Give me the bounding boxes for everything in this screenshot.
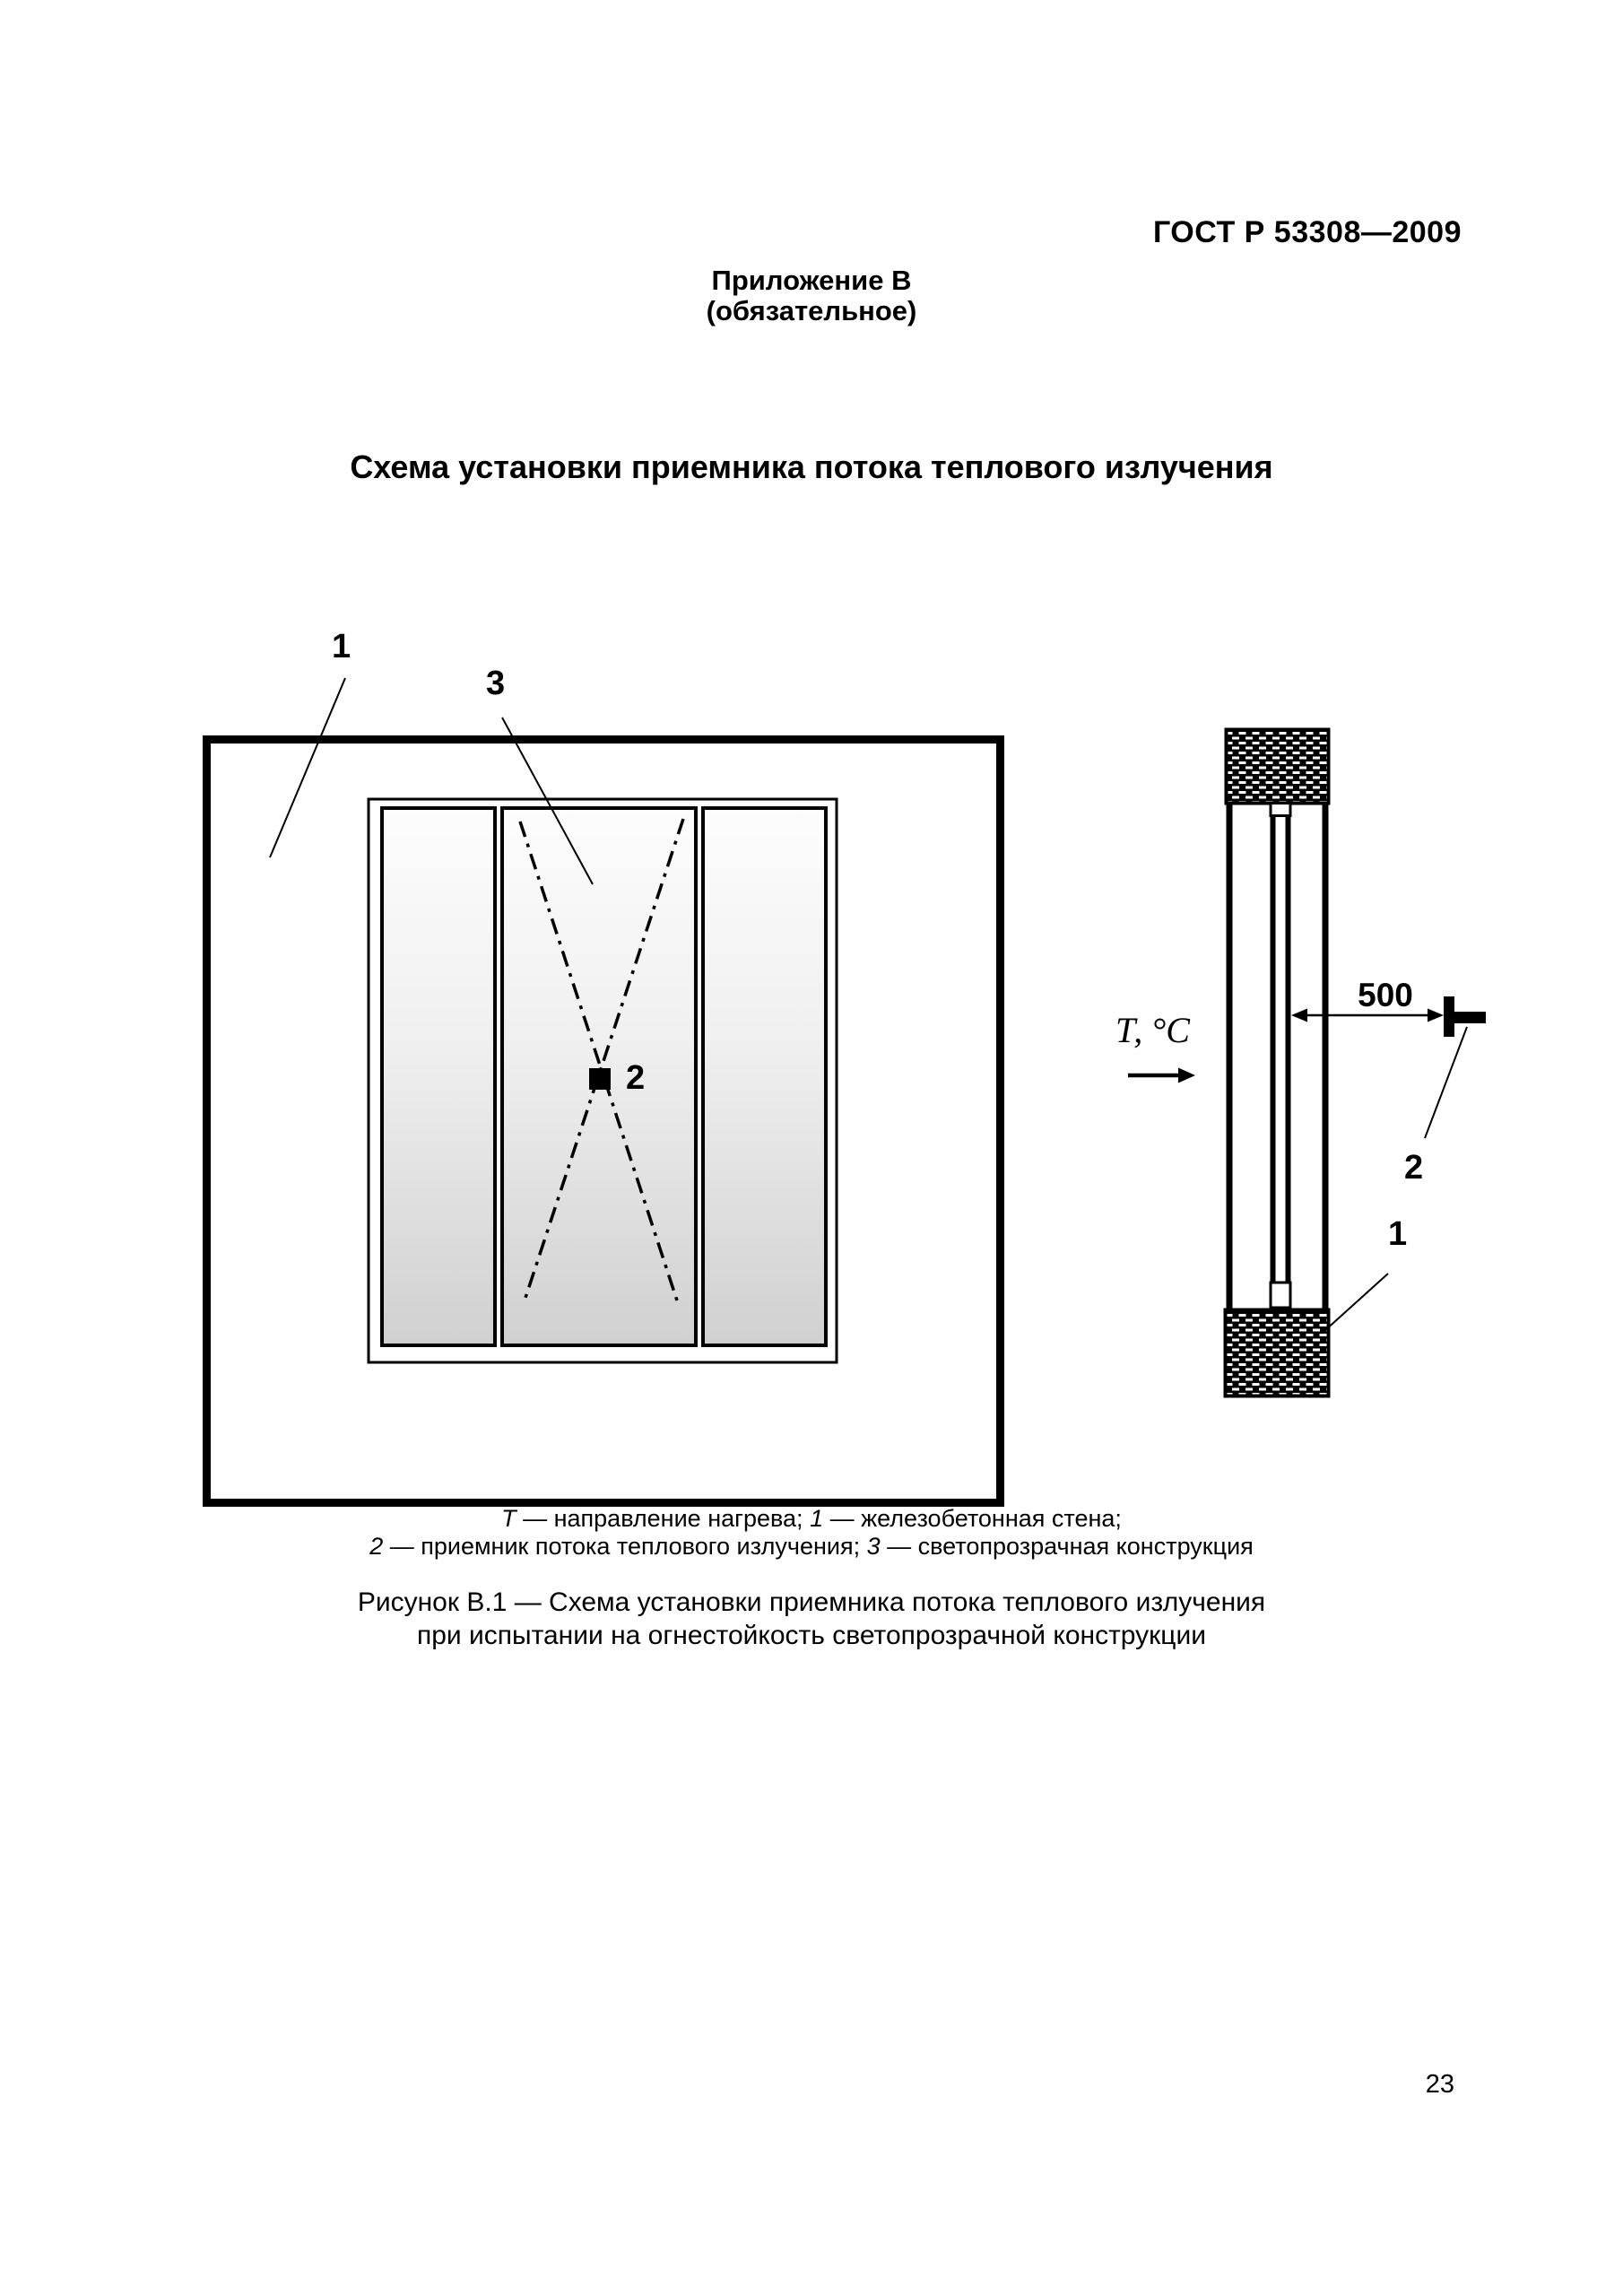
pane-spacer-top bbox=[1271, 804, 1290, 816]
side-label-receiver: 2 bbox=[1404, 1149, 1424, 1187]
legend-text-2: — приемник потока теплового излучения; bbox=[383, 1533, 867, 1560]
legend-symbol-2: 2 bbox=[369, 1533, 384, 1560]
receiver-bar-vertical bbox=[1444, 996, 1454, 1037]
legend-text-3: — светопрозрачная конструкция bbox=[880, 1533, 1254, 1560]
annex-title: Приложение В bbox=[711, 265, 912, 296]
annex-subtitle: (обязательное) bbox=[706, 295, 917, 326]
temperature-label: Т, °С bbox=[1115, 1010, 1190, 1050]
legend-symbol-3: 3 bbox=[866, 1533, 881, 1560]
legend-line-2 bbox=[0, 1533, 1623, 1561]
receiver-square bbox=[589, 1068, 611, 1090]
wall-hatch-top bbox=[1227, 730, 1329, 804]
standard-number: ГОСТ Р 53308—2009 bbox=[1152, 215, 1462, 249]
front-view bbox=[207, 628, 1001, 1503]
page-title: Схема установки приемника потока теплового излучения bbox=[350, 448, 1273, 485]
dimension-arrowhead-right bbox=[1428, 1009, 1444, 1022]
glazing-panel-left bbox=[382, 808, 495, 1345]
wall-hatch-bottom bbox=[1226, 1310, 1329, 1396]
figure-legend bbox=[0, 1505, 1623, 1561]
figure-caption bbox=[0, 1586, 1623, 1652]
pane-spacer-bottom bbox=[1271, 1283, 1290, 1308]
figure-caption-line-2: при испытании на огнестойкость светопрозрачной конструкции bbox=[417, 1621, 1206, 1650]
front-label-wall: 1 bbox=[332, 628, 352, 665]
side-view bbox=[1115, 730, 1486, 1396]
figure-caption-line-1: Рисунок В.1 — Схема установки приемника потока теплового излучения bbox=[357, 1587, 1266, 1617]
dimension-arrowhead-left bbox=[1291, 1009, 1307, 1022]
leader-line-receiver bbox=[1425, 1027, 1467, 1138]
heat-arrowhead-icon bbox=[1178, 1068, 1195, 1083]
front-label-glazing: 3 bbox=[486, 665, 506, 702]
legend-line-1 bbox=[0, 1505, 1623, 1533]
page-number: 23 bbox=[1425, 2070, 1454, 2099]
legend-text-t: — направление нагрева; bbox=[516, 1505, 811, 1532]
receiver-bar-horizontal bbox=[1454, 1012, 1486, 1023]
front-label-receiver: 2 bbox=[626, 1059, 646, 1097]
leader-line-wall bbox=[1324, 1274, 1388, 1331]
side-label-wall: 1 bbox=[1388, 1215, 1408, 1253]
legend-symbol-t: Т bbox=[501, 1505, 516, 1532]
dimension-value: 500 bbox=[1358, 977, 1413, 1013]
legend-text-1: — железобетонная стена; bbox=[823, 1505, 1122, 1532]
legend-symbol-1: 1 bbox=[810, 1505, 824, 1532]
glazing-panel-right bbox=[703, 808, 826, 1345]
